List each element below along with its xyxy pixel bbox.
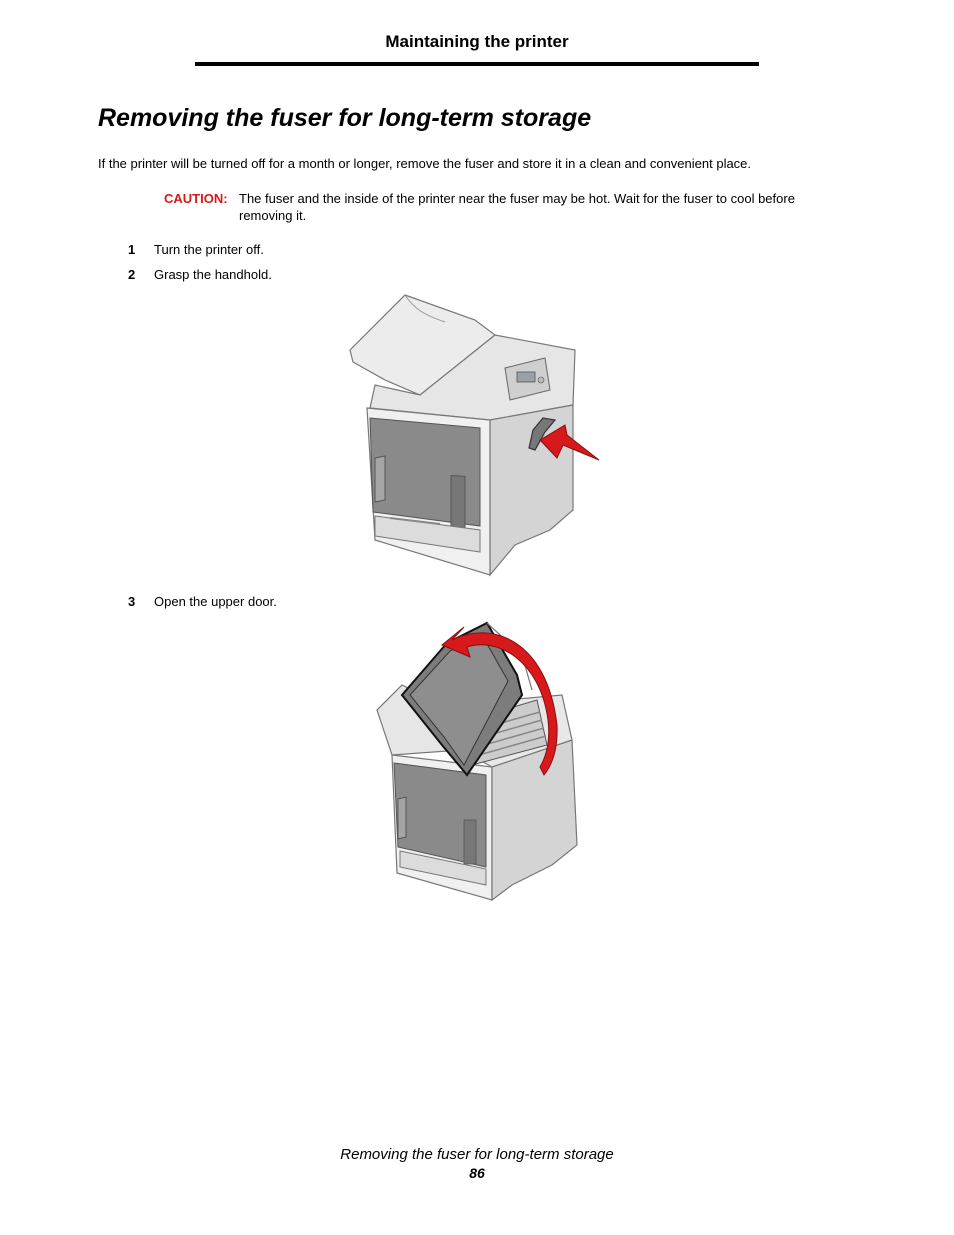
printer-handhold-illustration <box>345 290 605 580</box>
caution-label: CAUTION: <box>164 191 228 206</box>
page-number: 86 <box>469 1165 485 1181</box>
page-title: Removing the fuser for long-term storage <box>98 104 592 132</box>
step-number: 3 <box>128 594 136 609</box>
printer-side <box>492 740 577 900</box>
caution-text: The fuser and the inside of the printer near the fuser may be hot. Wait for the fuser to cool before removing it. <box>239 191 795 223</box>
step-text: Turn the printer off. <box>154 242 264 257</box>
header-rule <box>195 62 759 66</box>
step-text: Open the upper door. <box>154 594 277 609</box>
intro-paragraph: If the printer will be turned off for a month or longer, remove the fuser and store it in a clean and convenient place. <box>98 156 752 171</box>
printer-upper-door-open-illustration <box>372 615 582 905</box>
step-number: 2 <box>128 267 136 282</box>
step-text: Grasp the handhold. <box>154 267 272 282</box>
running-header: Maintaining the printer <box>385 32 569 51</box>
step-number: 1 <box>128 242 136 257</box>
footer-title: Removing the fuser for long-term storage <box>340 1146 614 1163</box>
